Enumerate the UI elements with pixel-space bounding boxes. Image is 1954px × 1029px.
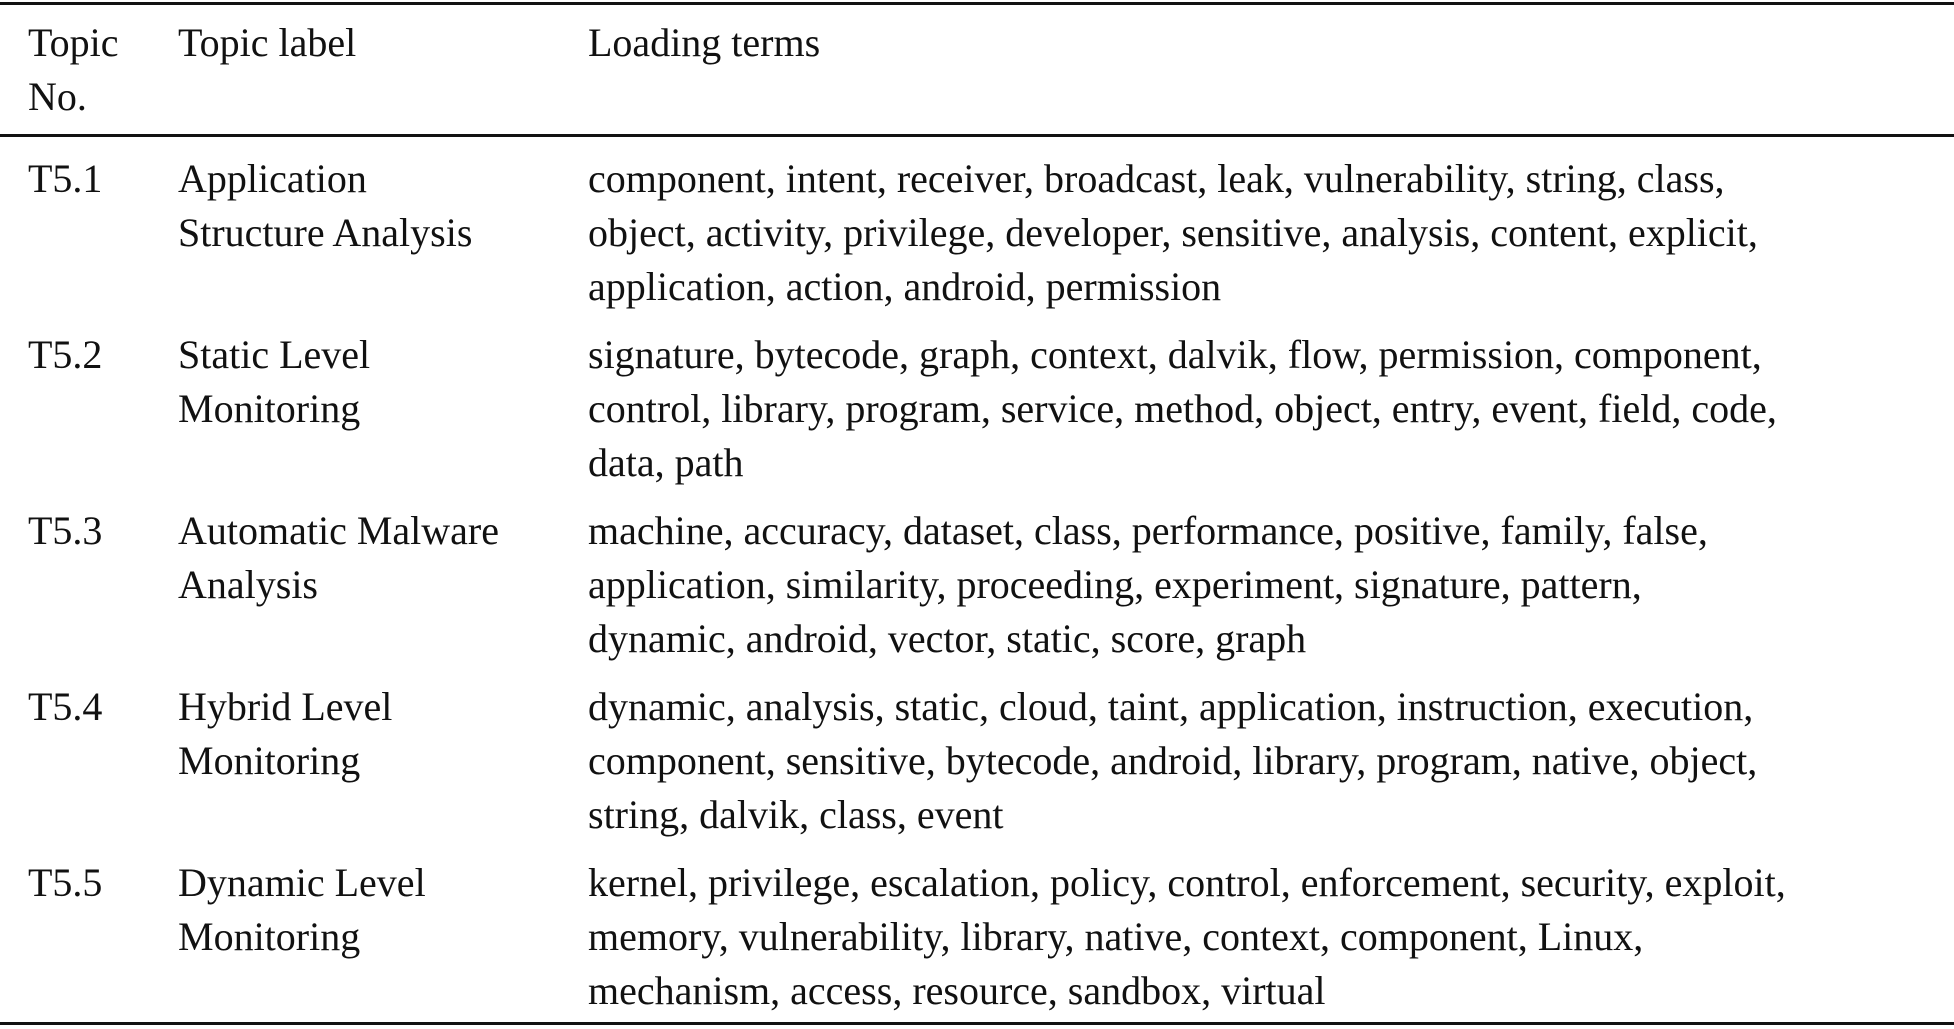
topic-label-cell: Static Level Monitoring	[178, 332, 371, 431]
topic-no-cell: T5.5	[28, 860, 103, 905]
loading-terms-cell: signature, bytecode, graph, context, dalvik, flow, permission, component, control, library, program, service, method, object, entry, event, field, code, data, path	[588, 332, 1777, 485]
header-topic-no: Topic No.	[28, 20, 119, 119]
loading-terms-cell: component, intent, receiver, broadcast, leak, vulnerability, string, class, object, activity, privilege, developer, sensitive, analysis, content, explicit, application, action, android, permission	[588, 156, 1758, 309]
loading-terms-cell: machine, accuracy, dataset, class, performance, positive, family, false, application, similarity, proceeding, experiment, signature, pattern, dynamic, android, vector, static, score, graph	[588, 508, 1708, 661]
topic-label-cell: Hybrid Level Monitoring	[178, 684, 393, 783]
loading-terms-cell: dynamic, analysis, static, cloud, taint, application, instruction, execution, component, sensitive, bytecode, android, library, program, native, object, string, dalvik, class, event	[588, 684, 1758, 837]
header-topic-label: Topic label	[178, 20, 357, 65]
topic-no-cell: T5.4	[28, 684, 103, 729]
table-bottom-rule	[0, 1022, 1954, 1025]
table-header-rule	[0, 134, 1954, 137]
topic-label-cell: Application Structure Analysis	[178, 156, 473, 255]
table-top-rule	[0, 2, 1954, 5]
topic-no-cell: T5.3	[28, 508, 103, 553]
loading-terms-cell: kernel, privilege, escalation, policy, control, enforcement, security, exploit, memory, vulnerability, library, native, context, component, Linux, mechanism, access, resource, sandbox, virtual	[588, 860, 1786, 1013]
topic-no-cell: T5.2	[28, 332, 103, 377]
topic-label-cell: Dynamic Level Monitoring	[178, 860, 426, 959]
topic-no-cell: T5.1	[28, 156, 103, 201]
header-loading-terms: Loading terms	[588, 20, 821, 65]
topic-label-cell: Automatic Malware Analysis	[178, 508, 499, 607]
